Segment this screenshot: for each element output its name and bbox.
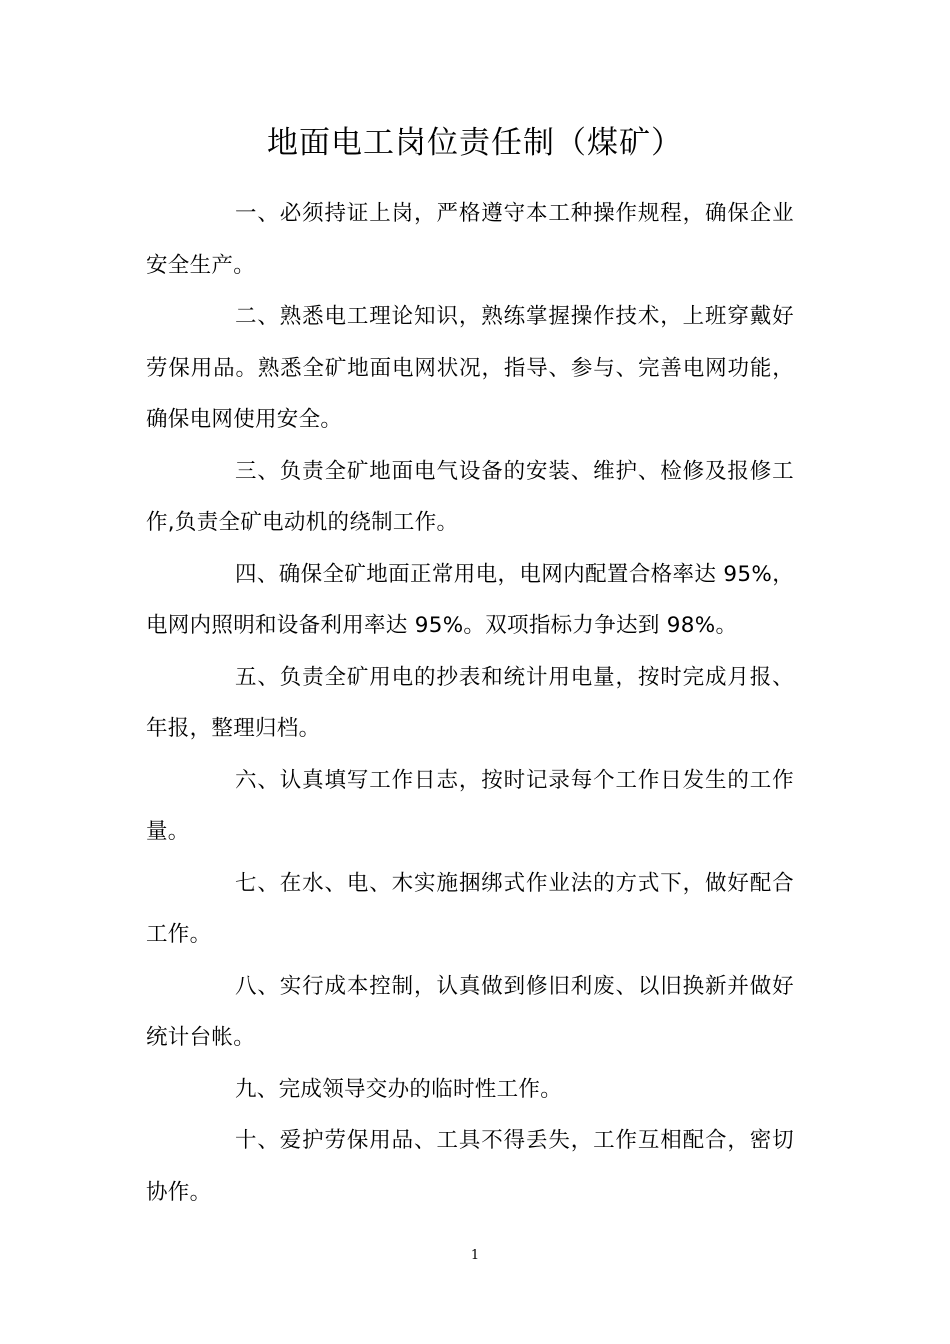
paragraph-2: 二、熟悉电工理论知识，熟练掌握操作技术，上班穿戴好劳保用品。熟悉全矿地面电网状况，指导、参与、完善电网功能，确保电网使用安全。	[146, 304, 794, 432]
paragraph-3: 三、负责全矿地面电气设备的安装、维护、检修及报修工作,负责全矿电动机的绕制工作。	[146, 458, 794, 535]
paragraph-8: 八、实行成本控制，认真做到修旧利废、以旧换新并做好统计台帐。	[146, 973, 794, 1050]
paragraph-1: 一、必须持证上岗，严格遵守本工种操作规程，确保企业安全生产。	[146, 201, 794, 278]
paragraph-5: 五、负责全矿用电的抄表和统计用电量，按时完成月报、年报，整理归档。	[146, 664, 794, 741]
paragraph-7: 七、在水、电、木实施捆绑式作业法的方式下，做好配合工作。	[146, 870, 794, 947]
document-title: 地面电工岗位责任制（煤矿）	[267, 125, 683, 161]
paragraph-9: 九、完成领导交办的临时性工作。	[235, 1076, 563, 1102]
page-number: 1	[470, 1248, 480, 1263]
paragraph-4: 四、确保全矿地面正常用电，电网内配置合格率达 95%，电网内照明和设备利用率达 95%。双项指标力争达到 98%。	[146, 561, 794, 638]
paragraph-6: 六、认真填写工作日志，按时记录每个工作日发生的工作量。	[146, 767, 794, 844]
document-body	[146, 188, 794, 1218]
paragraph-10: 十、爱护劳保用品、工具不得丢失，工作互相配合，密切协作。	[146, 1128, 794, 1205]
